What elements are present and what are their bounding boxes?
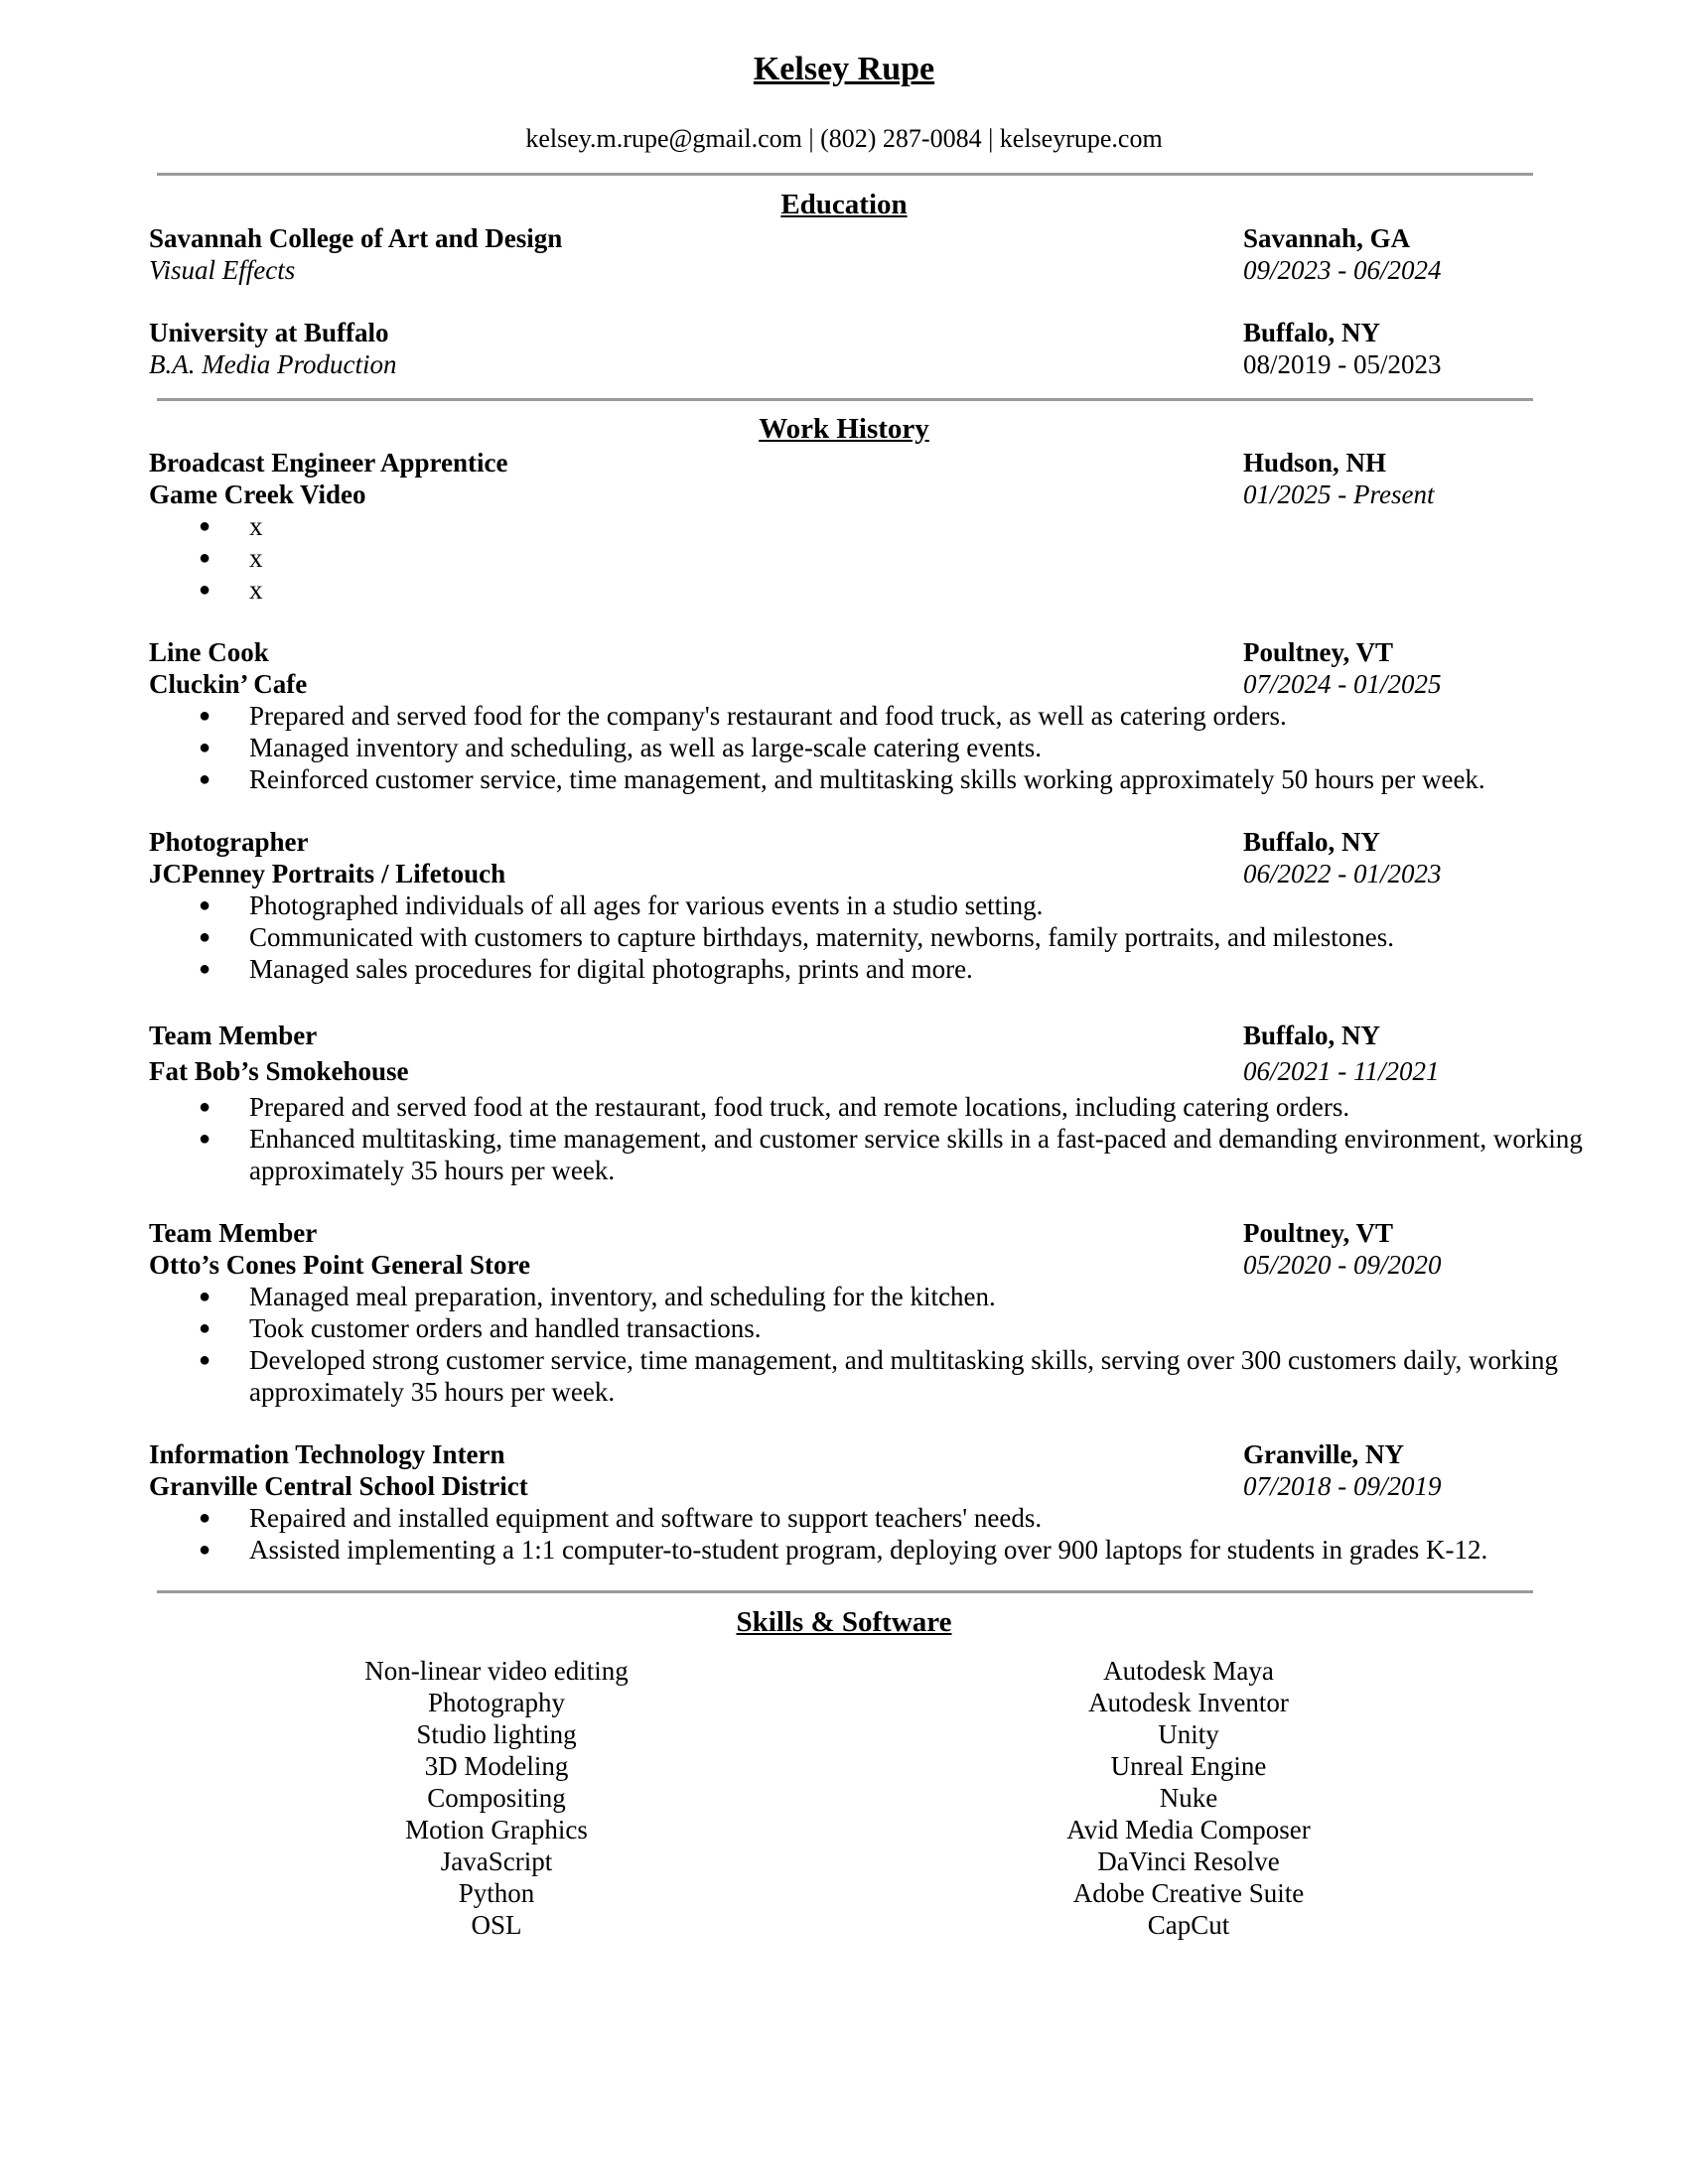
work-history-section xyxy=(149,411,1583,1566)
work-history-heading: Work History xyxy=(759,413,929,445)
skill-item: Studio lighting xyxy=(416,1719,577,1749)
job-company: Otto’s Cones Point General Store xyxy=(149,1250,530,1280)
job-company: Granville Central School District xyxy=(149,1471,528,1501)
job-location: Buffalo, NY xyxy=(1243,827,1381,857)
job-dates: 06/2022 - 01/2023 xyxy=(1243,859,1442,888)
skill-item: Autodesk Inventor xyxy=(1088,1688,1289,1717)
job-company: Cluckin’ Cafe xyxy=(149,669,308,699)
job-title-row xyxy=(149,826,1539,858)
job-bullets xyxy=(149,1281,1558,1408)
skill-item: OSL xyxy=(471,1910,522,1940)
job-bullets xyxy=(149,889,1539,985)
job-bullets xyxy=(149,1091,1583,1186)
job-title-row xyxy=(149,636,1539,668)
job-dates: 07/2024 - 01/2025 xyxy=(1243,669,1442,699)
education-program-row xyxy=(149,348,1539,380)
bullet-item: ● Reinforced customer service, time management, and multitasking skills working approximately 50 hours per week. xyxy=(149,763,1584,795)
skill-item: JavaScript xyxy=(440,1846,553,1876)
program-name: B.A. Media Production xyxy=(149,349,397,379)
job-location: Buffalo, NY xyxy=(1243,1021,1381,1050)
school-name: Savannah College of Art and Design xyxy=(149,223,563,253)
skills-left-column xyxy=(199,1655,794,1941)
skill-item: Compositing xyxy=(427,1783,566,1813)
bullet-item: ● Communicated with customers to capture birthdays, maternity, newborns, family portraits, and milestones. xyxy=(149,921,1584,953)
bullet-item: ● Developed strong customer service, time management, and multitasking skills, serving over 300 customers daily, working approximately 35 hours per week. xyxy=(149,1344,1584,1408)
skill-item: Nuke xyxy=(1159,1783,1218,1813)
bullet-item: ● Prepared and served food at the restaurant, food truck, and remote locations, including catering orders. xyxy=(149,1091,1584,1123)
bullet-item: ● Managed sales procedures for digital photographs, prints and more. xyxy=(149,953,1584,985)
job-title-row xyxy=(149,1217,1539,1249)
resume-name: Kelsey Rupe xyxy=(753,51,935,87)
school-location: Buffalo, NY xyxy=(1243,318,1381,347)
skill-item: Autodesk Maya xyxy=(1103,1656,1274,1686)
skill-item: Non-linear video editing xyxy=(364,1656,629,1686)
job-title-row xyxy=(149,447,1539,478)
job-title-row xyxy=(149,1438,1539,1470)
skill-item: Photography xyxy=(428,1688,565,1717)
program-dates: 08/2019 - 05/2023 xyxy=(1243,349,1442,379)
skill-item: Motion Graphics xyxy=(405,1815,588,1844)
job-company-row xyxy=(149,858,1539,889)
skill-item: 3D Modeling xyxy=(424,1751,569,1781)
job-company-row xyxy=(149,478,1539,510)
job-company-row xyxy=(149,1470,1539,1502)
skills-right-column xyxy=(891,1655,1486,1941)
job-dates: 07/2018 - 09/2019 xyxy=(1243,1471,1442,1501)
divider xyxy=(157,398,1533,401)
bullet-item: ● Enhanced multitasking, time management, and customer service skills in a fast-paced and demanding environment, working approximately 35 hours per week. xyxy=(149,1123,1584,1186)
job-dates: 06/2021 - 11/2021 xyxy=(1243,1056,1440,1086)
bullet-item: ● x xyxy=(149,542,1584,574)
program-name: Visual Effects xyxy=(149,255,296,285)
job-location: Poultney, VT xyxy=(1243,1218,1394,1248)
job-title: Line Cook xyxy=(149,637,269,667)
bullet-item: ● Managed inventory and scheduling, as well as large-scale catering events. xyxy=(149,732,1584,763)
divider xyxy=(157,1590,1533,1593)
job-company: Game Creek Video xyxy=(149,479,366,509)
bullet-item: ● Managed meal preparation, inventory, and scheduling for the kitchen. xyxy=(149,1281,1584,1312)
job-title-row xyxy=(149,1020,1539,1055)
bullet-item: ● x xyxy=(149,510,1584,542)
skill-item: DaVinci Resolve xyxy=(1097,1846,1280,1876)
job-company-row xyxy=(149,668,1539,700)
job-bullets xyxy=(149,1502,1539,1566)
education-school-row xyxy=(149,317,1539,348)
skill-item: Avid Media Composer xyxy=(1066,1815,1311,1844)
bullet-item: ● Assisted implementing a 1:1 computer-to-student program, deploying over 900 laptops for students in grades K-12. xyxy=(149,1534,1584,1566)
job-company: JCPenney Portraits / Lifetouch xyxy=(149,859,506,888)
job-bullets xyxy=(149,700,1539,795)
school-location: Savannah, GA xyxy=(1243,223,1411,253)
skill-item: CapCut xyxy=(1147,1910,1230,1940)
bullet-item: ● Photographed individuals of all ages for various events in a studio setting. xyxy=(149,889,1584,921)
bullet-item: ● Repaired and installed equipment and software to support teachers' needs. xyxy=(149,1502,1584,1534)
skill-item: Python xyxy=(458,1878,535,1908)
contact-line: kelsey.m.rupe@gmail.com | (802) 287-0084 | kelseyrupe.com xyxy=(525,124,1163,153)
job-company-row xyxy=(149,1249,1539,1281)
skills-section xyxy=(149,1604,1539,1640)
job-title: Photographer xyxy=(149,827,309,857)
job-title: Broadcast Engineer Apprentice xyxy=(149,448,508,478)
bullet-item: ● Took customer orders and handled transactions. xyxy=(149,1312,1584,1344)
job-title: Team Member xyxy=(149,1218,318,1248)
skills-heading: Skills & Software xyxy=(736,1606,952,1638)
program-dates: 09/2023 - 06/2024 xyxy=(1243,255,1442,285)
job-dates: 01/2025 - Present xyxy=(1243,479,1435,509)
job-dates: 05/2020 - 09/2020 xyxy=(1243,1250,1442,1280)
job-title: Information Technology Intern xyxy=(149,1439,505,1469)
education-heading: Education xyxy=(780,189,908,220)
divider xyxy=(157,173,1533,176)
job-location: Hudson, NH xyxy=(1243,448,1387,478)
job-company: Fat Bob’s Smokehouse xyxy=(149,1056,409,1086)
job-bullets xyxy=(149,510,1539,606)
education-school-row xyxy=(149,222,1539,254)
skill-item: Unreal Engine xyxy=(1110,1751,1267,1781)
skill-item: Unity xyxy=(1158,1719,1219,1749)
bullet-item: ● x xyxy=(149,574,1584,606)
education-section xyxy=(149,187,1539,380)
job-company-row xyxy=(149,1055,1539,1091)
skill-item: Adobe Creative Suite xyxy=(1072,1878,1305,1908)
bullet-item: ● Prepared and served food for the company's restaurant and food truck, as well as catering orders. xyxy=(149,700,1584,732)
job-location: Granville, NY xyxy=(1243,1439,1404,1469)
job-location: Poultney, VT xyxy=(1243,637,1394,667)
job-title: Team Member xyxy=(149,1021,318,1050)
education-program-row xyxy=(149,254,1539,286)
school-name: University at Buffalo xyxy=(149,318,389,347)
